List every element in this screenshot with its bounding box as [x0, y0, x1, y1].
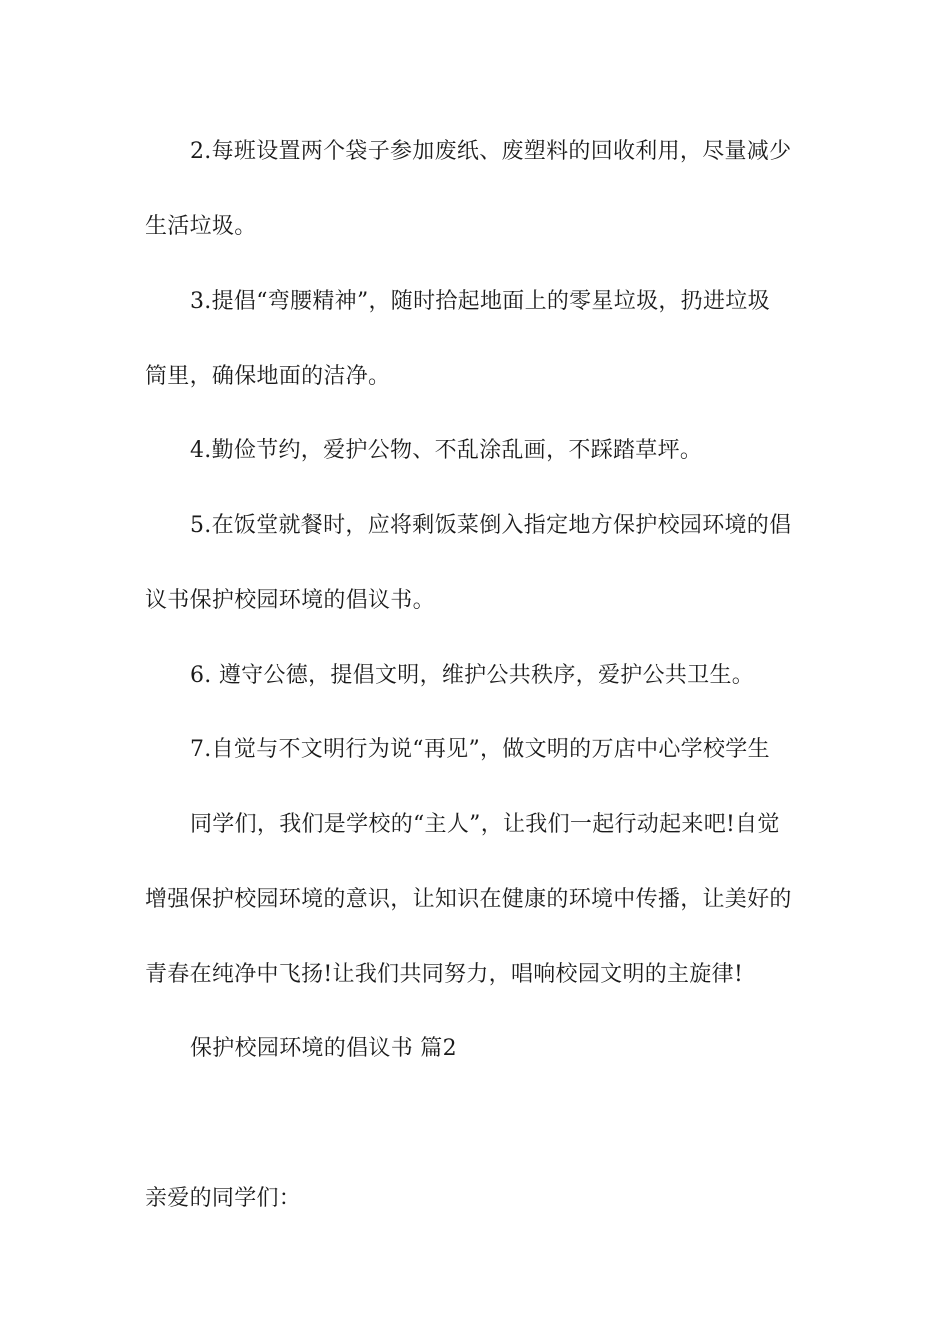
closing-paragraph-line-2: 增强保护校园环境的意识，让知识在健康的环境中传播，让美好的 [145, 887, 792, 912]
salutation: 亲爱的同学们： [145, 1186, 302, 1211]
paragraph-item-5-line-1: 5.在饭堂就餐时，应将剩饭菜倒入指定地方保护校园环境的倡 [190, 513, 792, 538]
paragraph-item-2-line-2: 生活垃圾。 [145, 214, 257, 239]
paragraph-item-7: 7.自觉与不文明行为说“再见”，做文明的万店中心学校学生 [190, 737, 770, 762]
paragraph-item-6: 6. 遵守公德，提倡文明，维护公共秩序，爱护公共卫生。 [190, 663, 755, 688]
section-heading: 保护校园环境的倡议书 篇2 [190, 1036, 457, 1061]
paragraph-item-3-line-2: 筒里，确保地面的洁净。 [145, 364, 391, 389]
closing-paragraph-line-3: 青春在纯净中飞扬!让我们共同努力，唱响校园文明的主旋律! [145, 962, 744, 987]
paragraph-item-2-line-1: 2.每班设置两个袋子参加废纸、废塑料的回收利用，尽量减少 [190, 139, 792, 164]
paragraph-item-4: 4.勤俭节约，爱护公物、不乱涂乱画，不踩踏草坪。 [190, 438, 703, 463]
closing-paragraph-line-1: 同学们，我们是学校的“主人”，让我们一起行动起来吧!自觉 [190, 812, 780, 837]
paragraph-item-5-line-2: 议书保护校园环境的倡议书。 [145, 588, 435, 613]
paragraph-item-3-line-1: 3.提倡“弯腰精神”，随时拾起地面上的零星垃圾，扔进垃圾 [190, 289, 770, 314]
